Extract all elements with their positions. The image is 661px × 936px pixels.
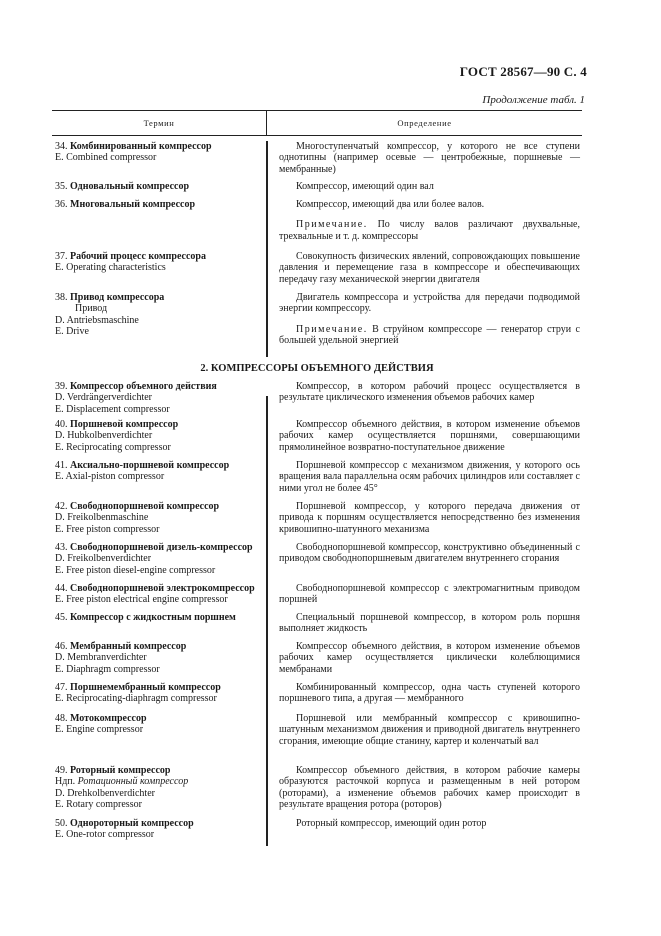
- section-heading: 2. КОМПРЕССОРЫ ОБЪЕМНОГО ДЕЙСТВИЯ: [52, 357, 582, 381]
- table-row: [52, 141, 582, 181]
- table-header: [52, 110, 582, 136]
- column-divider: [266, 396, 268, 846]
- table-row: 37. Рабочий процесс компрессора E. Operating characteristics Совокупность физических явлений, сопровождающих повышение давления и перемещение газа в компрессоре и обеспечивающих передачу газу механической энергии двигателя: [55, 251, 580, 285]
- table-row: 38. Привод компрессора Привод D. Antriebsmaschine E. Drive Двигатель компрессора и устройства для передачи подводимой энергии компрессору. Примечание. В струйном компрессоре — генератор струи с большей удельной энергией: [55, 292, 581, 346]
- table-row: 40. Поршневой компрессор D. Hubkolbenverdichter E. Reciprocating compressor Компрессор объемного действия, в котором изменение объемов рабочих камер осуществляется поршнями, совершающими прямолинейное возвратно-поступательное движение: [55, 419, 580, 453]
- table-row: 44. Свободнопоршневой электрокомпрессор E. Free piston electrical engine compressor Свободнопоршневой компрессор с электромагнитным приводом поршней: [55, 583, 580, 606]
- table-row: 36. Многовальный компрессор Компрессор, имеющий два или более валов. Примечание. По числу валов различают двухвальные, трехвальные и т. д. компрессоры: [55, 199, 580, 242]
- table-row: 35. Одновальный компрессор Компрессор, имеющий один вал: [55, 181, 434, 192]
- table-continuation-label: Продолжение табл. 1: [482, 94, 585, 106]
- table-body: [52, 141, 582, 846]
- table-row: 42. Свободнопоршневой компрессор D. Freikolbenmaschine E. Free piston compressor Поршневой компрессор, у которого передача движения от привода к поршням осуществляется непосредственно без изменения кривошипно-шатунного механизма: [55, 501, 580, 535]
- column-header-definition: Определение: [397, 118, 452, 128]
- table-row: 48. Мотокомпрессор E. Engine compressor Поршневой или мембранный компрессор с кривошипно-шатунным механизмом движения и приводной двигатель внутреннего сгорания, имеющие общие станину, картер и коленчатый вал: [55, 713, 580, 747]
- table-row: 49. Роторный компрессор Ндп. Ротационный компрессор D. Drehkolbenverdichter E. Rotary compressor Компрессор объемного действия, в котором рабочие камеры образуются расточкой корпуса и размещенным в ней ротором (роторами), а изменение объемов рабочих камер происходит в результате вращения ротора (роторов): [55, 765, 580, 810]
- column-header-term: Термин: [52, 111, 267, 135]
- table-row: 39. Компрессор объемного действия D. Verdrängerverdichter E. Displacement compressor Компрессор, в котором рабочий процесс осуществляется в результате циклического изменения объемов рабочих камер: [55, 381, 580, 415]
- table-row: 43. Свободнопоршневой дизель-компрессор D. Freikolbenverdichter E. Free piston diesel-engine compressor Свободнопоршневой компрессор, конструктивно объединенный с приводом свободнопоршневым двигателем внутреннего сгорания: [55, 542, 580, 576]
- term-cell: 34. Комбинированный компрессор E. Combined compressor: [55, 141, 212, 164]
- column-divider: [266, 141, 268, 371]
- table-row: 46. Мембранный компрессор D. Membranverdichter E. Diaphragm compressor Компрессор объемного действия, в котором изменение объемов рабочих камер осуществляется циклически колеблющимися мембранами: [55, 641, 580, 675]
- terms-table: [52, 110, 582, 846]
- definition-cell: Многоступенчатый компрессор, у которого не все ступени однотипны (например осевые — центробежные, поршневые — мембранные): [279, 141, 580, 175]
- standard-code: ГОСТ 28567—90 С. 4: [459, 64, 587, 79]
- table-row: 50. Однороторный компрессор E. One-rotor compressor Роторный компрессор, имеющий один ротор: [55, 818, 487, 841]
- table-row: 45. Компрессор с жидкостным поршнем Специальный поршневой компрессор, в котором роль поршня выполняет жидкость: [55, 612, 580, 635]
- table-row: 41. Аксиально-поршневой компрессор E. Axial-piston compressor Поршневой компрессор с механизмом движения, у которого ось вращения вала параллельна осям рабочих цилиндров или составляет с ними угол не более 45°: [55, 460, 580, 494]
- table-row: 47. Поршнемембранный компрессор E. Reciprocating-diaphragm compressor Комбинированный компрессор, одна часть ступеней которого поршневого типа, а другая — мембранного: [55, 682, 580, 705]
